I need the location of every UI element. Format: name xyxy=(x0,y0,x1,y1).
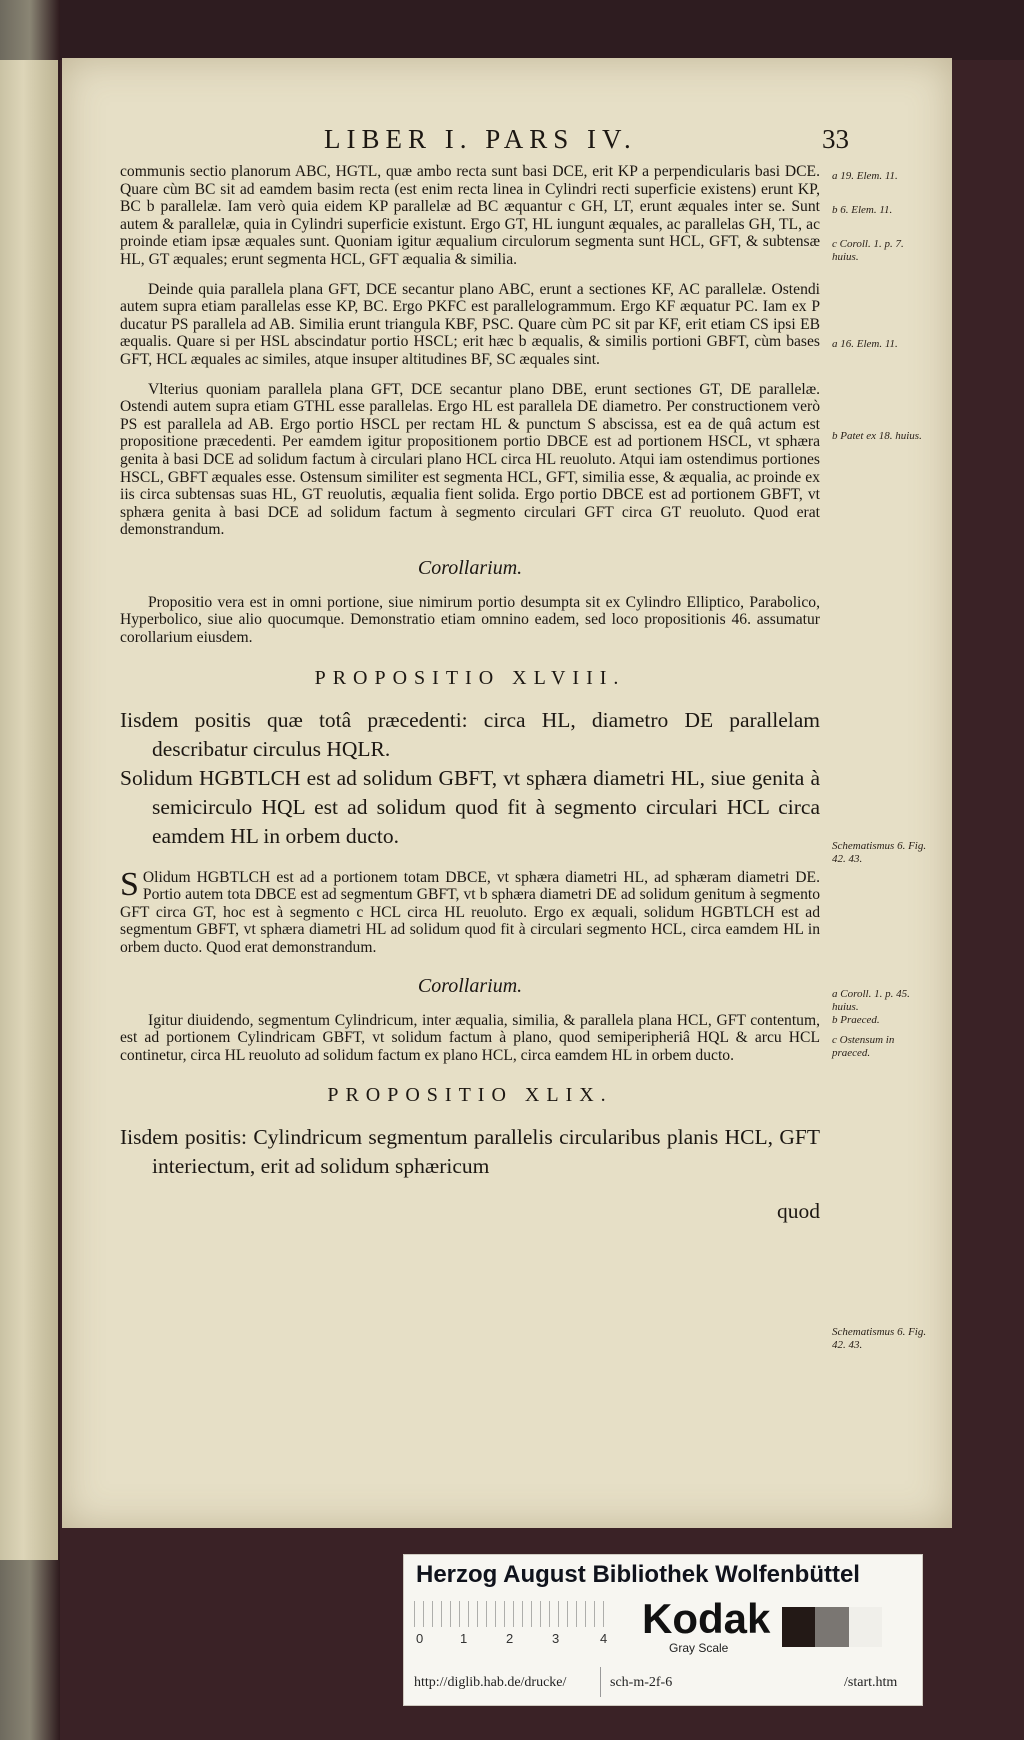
page-header xyxy=(62,122,952,162)
corollary-heading: Corollarium. xyxy=(417,974,523,997)
scan-background-top xyxy=(0,0,1024,60)
enunciation-part: Solidum HGBTLCH est ad solidum GBFT, vt sphæra diametri HL, siue genita à semicirculo HQL est ad solidum quod fit à segmento circulari HCL circa eamdem HL in orbem ducto. xyxy=(120,765,820,848)
running-head: LIBER I. PARS IV. xyxy=(324,124,637,154)
url-divider xyxy=(600,1667,601,1697)
ruler-number: 0 xyxy=(416,1631,424,1646)
corollary-text: Propositio vera est in omni portione, siue nimirum portio desumpta sit ex Cylindro Elliptico, Parabolico, Hyperbolico, siue alio quocumque. Demonstratio etiam omnino eadem, sed loco propositionis 46. assumatur corollarium eiusdem. xyxy=(120,593,820,647)
url-base: http://diglib.hab.de/drucke/ xyxy=(414,1675,567,1690)
ruler-number: 4 xyxy=(600,1631,608,1646)
margin-note: Schematismus 6. Fig. 42. 43. xyxy=(832,1326,927,1351)
enunciation-part: Iisdem positis: Cylindricum segmentum parallelis circularibus planis HCL, GFT interiectum, erit ad solidum sphæricum xyxy=(120,1125,820,1179)
demonstration-text: Olidum HGBTLCH est ad a portionem totam DBCE, vt sphæra diametri HL, ad sphæram diametri DE. Portio autem tota DBCE est ad segmentum GBFT, vt b sphæra diametri DE ad solidum genitum à segmento GFT circa GT, hoc est à segmento c HCL circa HL reuoluto. Ergo ex æquali, solidum HGBTLCH est ad segmentum GBFT, vt sphæra diametri HL ad solidum quod fit à circulari segmento HCL, circa eamdem HL in orbem ducto. Quod erat demonstrandum. xyxy=(120,868,820,957)
margin-note: c Ostensum in praeced. xyxy=(832,1034,895,1059)
swatch-white xyxy=(849,1607,882,1647)
margin-note: Schematismus 6. Fig. 42. 43. xyxy=(832,840,927,865)
margin-note: b Praeced. xyxy=(832,1014,880,1026)
corollary-heading: Corollarium. xyxy=(417,556,523,579)
proposition-heading: PROPOSITIO XLVIII. xyxy=(314,666,626,689)
corollary-text: Igitur diuidendo, segmentum Cylindricum, inter æqualia, similia, & parallela plana HCL, GFT contentum, est ad portionem Cylindricam GBFT, vt solidum factum à plano, quod semiperipheriâ HQL & arcu HCL continetur, circa HL reuoluto ad solidum factum ex plano HCL, circa eamdem HL in orbem ducto. xyxy=(120,1011,820,1064)
facing-page-edge xyxy=(0,60,58,1560)
book-page xyxy=(62,58,952,1528)
swatch-black xyxy=(782,1607,815,1647)
proposition-enunciation xyxy=(120,706,820,851)
paragraph: Vlterius quoniam parallela plana GFT, DCE secantur plano DBE, erunt sectiones GT, DE parallelæ. Ostendi autem supra etiam GTHL esse parallelas. Ergo HL est parallela DE diametro. Per constructionem verò PS est parallela ad AB. Ergo portio HSCL per rectam HL & punctum S abscissa, est ea de quâ actum est propositione præcedenti. Per eamdem igitur propositionem portio DBCE est ad portionem HSCL, vt sphæra genita à basi DCE ad solidum factum à circulari plano HCL circa HL reuoluto. Atqui iam ostendimus portiones HSCL, GBFT æquales esse. Ostensum similiter est segmenta HCL, GFT, similia esse, & æqualia, ac proinde ex iis circa subtensas suas HL, GT reuolutis, æqualia fient solida. Ergo portio DBCE est ad portionem GBFT, vt sphæra genita à basi DCE ad solidum factum à segmento circulari GFT circa GT reuoluto. Quod erat demonstrandum. xyxy=(120,380,820,539)
ruler-number: 2 xyxy=(506,1631,514,1646)
page-number: 33 xyxy=(822,124,849,154)
swatch-gray xyxy=(815,1607,848,1647)
paragraph: communis sectio planorum ABC, HGTL, quæ ambo recta sunt basi DCE, erit KP a perpendicularis basi DCE. Quare cùm BC sit ad eamdem basim recta (est enim recta linea in Cylindri recti superficie existens) erunt KP, BC b parallelæ. Iam verò quia eidem KP parallelæ ad BC æquantur c GH, LT, erunt æquales inter se. Sunt autem & parallelæ, quia in Cylindri superficie existunt. Ergo GT, HL iungunt æquales, ac parallelas GH, TL, ac proinde etiam ipsæ æquales sunt. Quoniam igitur æqualium circulorum segmenta sunt HCL, GFT, & subtensæ HL, GT æquales; erunt segmenta HCL, GFT æqualia & similia. xyxy=(120,163,820,268)
margin-note: a 16. Elem. 11. xyxy=(832,338,898,350)
paragraph: Deinde quia parallela plana GFT, DCE secantur plano ABC, erunt a sectiones KF, AC parallelæ. Ostendi autem supra etiam parallelas esse KP, BC. Ergo PKFC est parallelogrammum. Ergo KF æquatur PC. Iam ex P ducatur PS parallela ad AB. Similia erunt triangula KBF, PSC. Quare cùm PC sit par KF, erit etiam CS ipsi EB æqualis. Quare si per HSL abscindatur portio HSCL; erit hæc b æqualis, & similis portioni GBFT, cùm bases GFT, HCL æquales ac similes, atque insuper altitudines BF, SC æquales sint. xyxy=(120,280,820,368)
page-body xyxy=(120,163,820,1224)
enunciation-part: Iisdem positis quæ totâ præcedenti: circa HL, diametro DE parallelam describatur circulus HQLR. xyxy=(120,707,820,761)
proposition-enunciation xyxy=(120,1123,820,1181)
ruler-number: 1 xyxy=(460,1631,468,1646)
proposition-heading: PROPOSITIO XLIX. xyxy=(327,1084,613,1107)
ruler-number: 3 xyxy=(552,1631,560,1646)
demonstration xyxy=(120,865,820,957)
drop-cap: S xyxy=(120,865,139,903)
catchword: quod xyxy=(777,1199,820,1224)
margin-note: a 19. Elem. 11. xyxy=(832,170,898,182)
gray-swatches xyxy=(782,1607,882,1647)
margin-note: b 6. Elem. 11. xyxy=(832,204,893,216)
library-name: Herzog August Bibliothek Wolfenbüttel xyxy=(416,1561,860,1588)
kodak-logo: Kodak xyxy=(642,1595,771,1642)
margin-note: b Patet ex 18. huius. xyxy=(832,430,922,442)
ruler-scale xyxy=(414,1601,604,1627)
color-calibration-card xyxy=(403,1554,923,1706)
url-id: sch-m-2f-6 xyxy=(610,1675,673,1690)
margin-note: c Coroll. 1. p. 7. huius. xyxy=(832,238,904,263)
url-end: /start.htm xyxy=(844,1675,898,1690)
gray-scale-label: Gray Scale xyxy=(669,1641,729,1655)
margin-note: a Coroll. 1. p. 45. huius. xyxy=(832,988,910,1013)
